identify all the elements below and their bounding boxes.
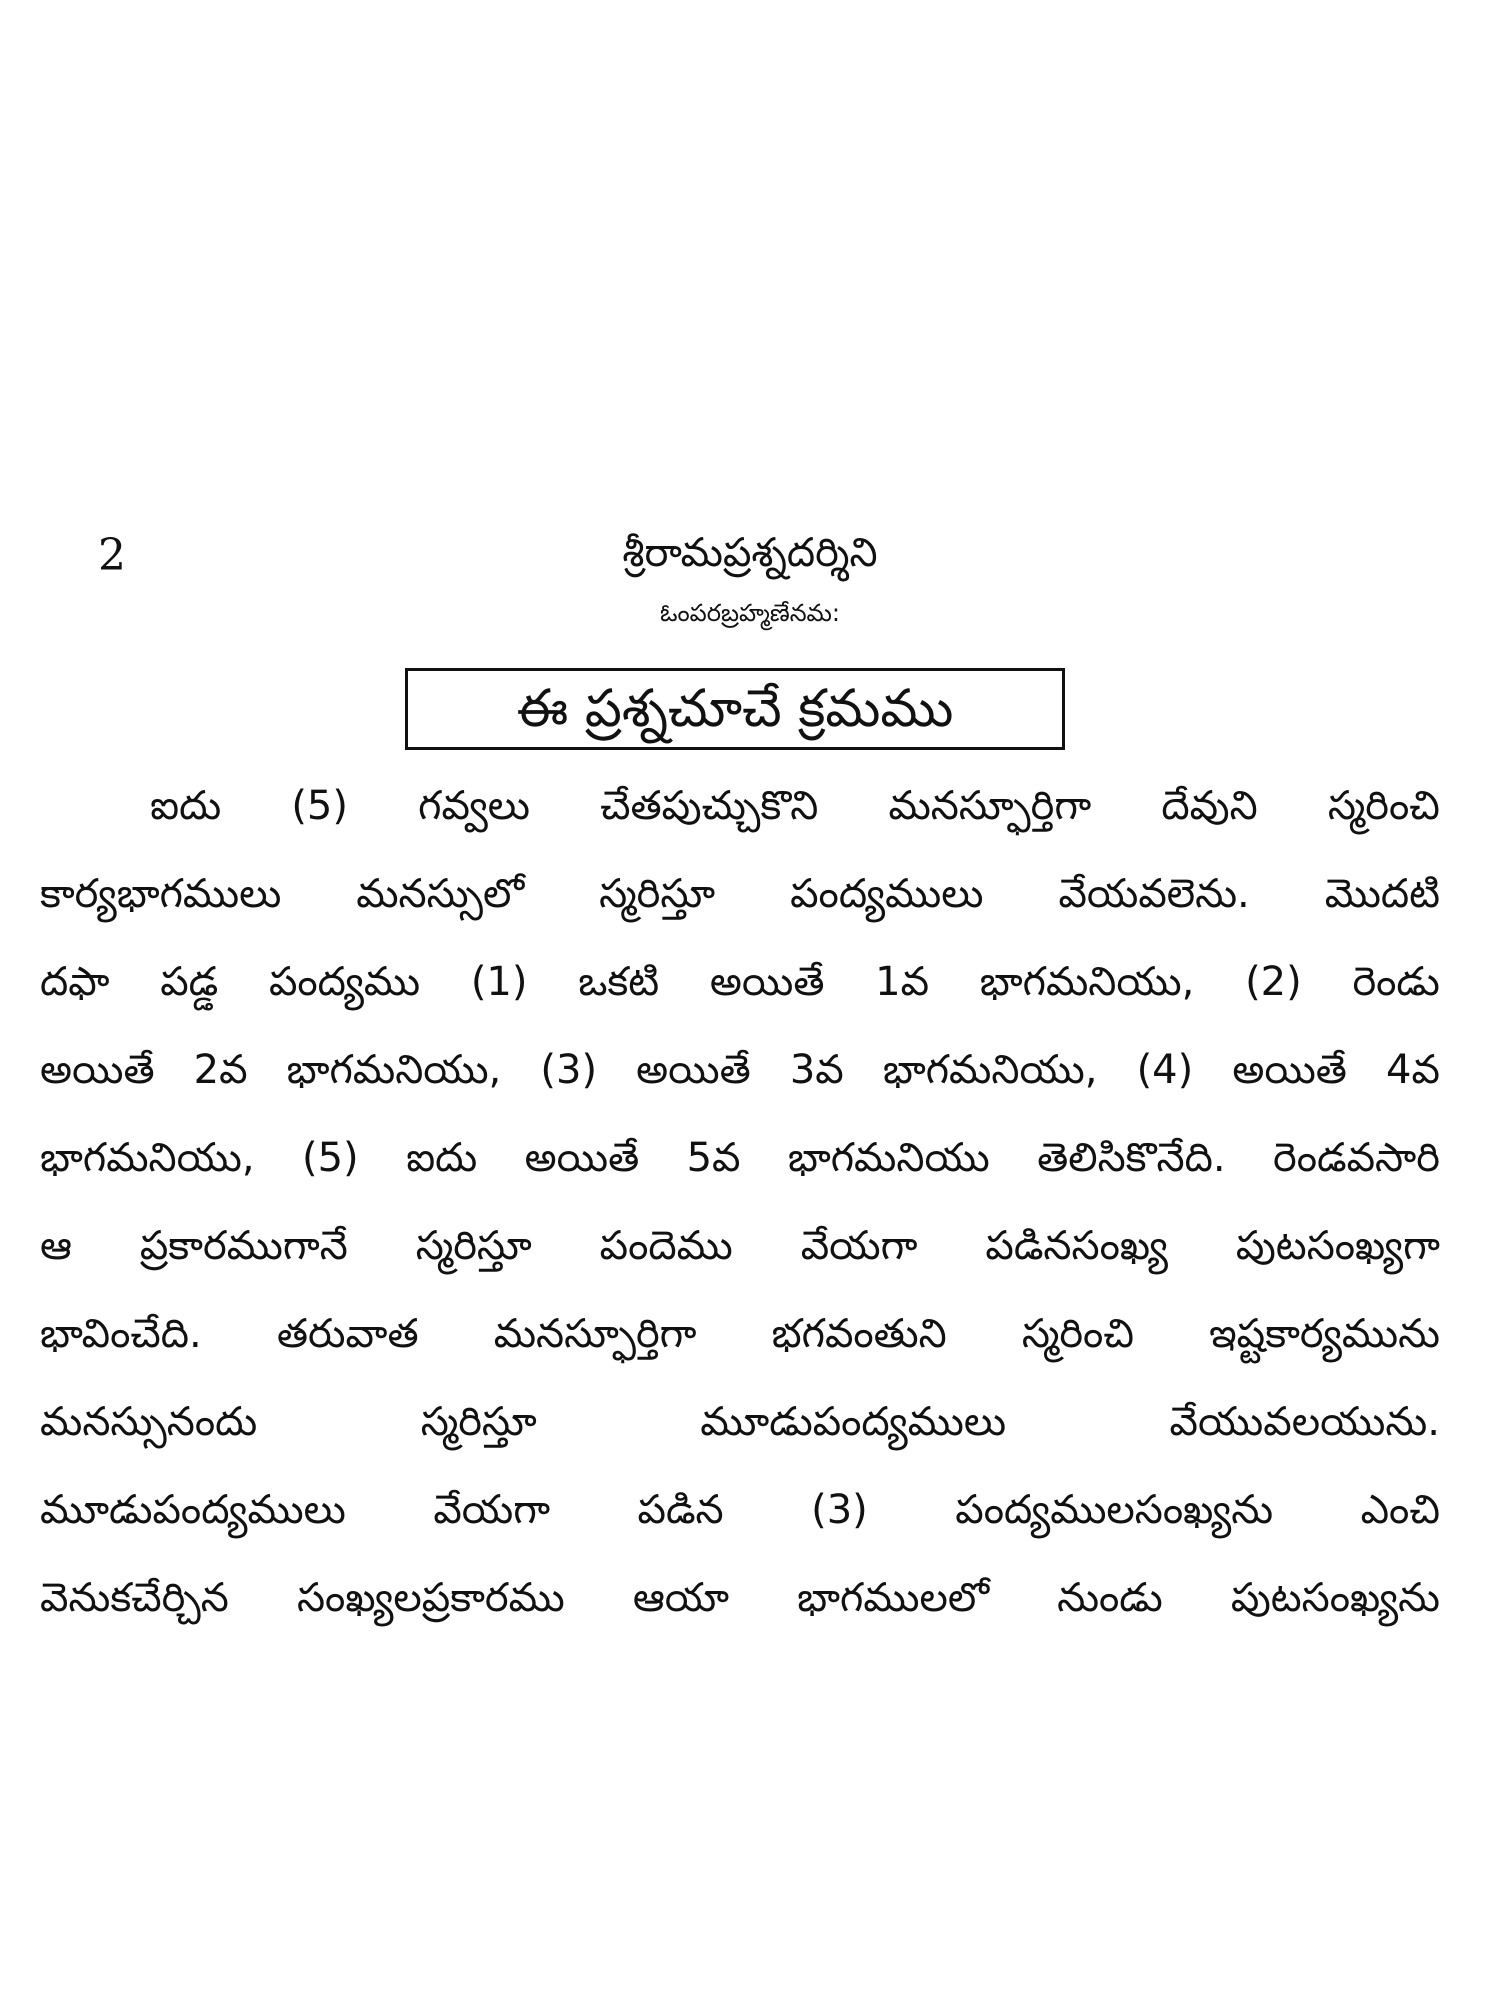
word: 4వ	[1386, 1047, 1440, 1093]
word: పంద్యములసంఖ్యను	[955, 1487, 1274, 1533]
word: (3)	[540, 1047, 598, 1093]
text-line	[40, 1554, 1440, 1642]
word: వేయవలెను.	[1058, 871, 1250, 917]
word: భాగమనియు,	[882, 1047, 1098, 1093]
word: 1వ	[875, 959, 930, 1005]
word: భాగములలో	[797, 1575, 990, 1621]
text-line	[40, 1290, 1440, 1378]
text-line	[40, 938, 1440, 1026]
word: ప్రకారముగానే	[139, 1223, 348, 1269]
word: పడిన	[637, 1487, 724, 1533]
word: మూడుపంద్యములు	[700, 1399, 1007, 1445]
word: ఆయా	[632, 1575, 730, 1621]
text-line	[40, 1466, 1440, 1554]
word: మూడుపంద్యములు	[40, 1487, 346, 1533]
word: మనస్ఫూర్తిగా	[493, 1311, 697, 1357]
section-heading-box	[405, 668, 1065, 750]
word: ఐదు	[406, 1135, 478, 1181]
word: గవ్వలు	[418, 783, 530, 829]
word: భగవంతుని	[771, 1311, 947, 1357]
word: పుటసంఖ్యగా	[1235, 1223, 1440, 1269]
word: పంద్యము	[268, 959, 421, 1005]
word: స్మరించి	[1021, 1311, 1134, 1357]
word: భాగమనియు,	[286, 1047, 502, 1093]
word: ఆ	[40, 1223, 72, 1269]
word: మొదటి	[1324, 871, 1440, 917]
word: ఎంచి	[1360, 1487, 1440, 1533]
word: మనస్సులో	[356, 871, 525, 917]
word: చేతపుచ్చుకొని	[600, 783, 819, 829]
word: భాగమనియు	[787, 1135, 990, 1181]
word: (5)	[302, 1135, 359, 1181]
word: మనస్సునందు	[40, 1399, 258, 1445]
word: అయితే	[636, 1047, 751, 1093]
word: స్మరిస్తూ	[415, 1223, 532, 1269]
word: పంద్యములు	[790, 871, 984, 917]
word: అయితే	[709, 959, 825, 1005]
word: (4)	[1136, 1047, 1194, 1093]
word: దఫా	[40, 959, 110, 1005]
word: అయితే	[40, 1047, 155, 1093]
running-title: శ్రీరామప్రశ్నదర్శిని	[622, 530, 878, 576]
word: (1)	[470, 959, 528, 1005]
word: ఐదు	[150, 783, 222, 829]
text-line	[40, 1114, 1440, 1202]
word: భాగమనియు,	[979, 959, 1195, 1005]
word: రెండు	[1352, 959, 1440, 1005]
word: దేవుని	[1161, 783, 1258, 829]
word: భావించేది.	[40, 1311, 202, 1357]
word: తరువాత	[276, 1311, 419, 1357]
text-line	[40, 850, 1440, 938]
word: వేయువలయును.	[1169, 1399, 1440, 1445]
word: పడ్డ	[160, 959, 219, 1005]
word: (2)	[1245, 959, 1302, 1005]
invocation-line: ఓంపరబ్రహ్మణేనమ:	[659, 599, 841, 627]
word: స్మరిస్తూ	[599, 871, 716, 917]
word: అయితే	[524, 1135, 640, 1181]
word: అయితే	[1232, 1047, 1347, 1093]
word: పుటసంఖ్యను	[1230, 1575, 1440, 1621]
word: 3వ	[789, 1047, 844, 1093]
word: వేయగా	[800, 1223, 918, 1269]
word: 5వ	[686, 1135, 741, 1181]
section-heading: ఈ ప్రశ్నచూచే క్రమము	[516, 679, 954, 739]
word: వేయగా	[433, 1487, 551, 1533]
word: స్మరించి	[1327, 783, 1440, 829]
word: ఇష్టకార్యమును	[1209, 1311, 1440, 1357]
word: స్మరిస్తూ	[420, 1399, 537, 1445]
word: పందెము	[599, 1223, 733, 1269]
word: భాగమనియు,	[40, 1135, 255, 1181]
word: పడినసంఖ్య	[985, 1223, 1168, 1269]
word: వెనుకచేర్చిన	[40, 1575, 229, 1621]
word: మనస్ఫూర్తిగా	[888, 783, 1092, 829]
body-paragraph	[40, 762, 1440, 1642]
text-line	[40, 1026, 1440, 1114]
word: 2వ	[193, 1047, 248, 1093]
word: సంఖ్యలప్రకారము	[296, 1575, 565, 1621]
word: కార్యభాగములు	[40, 871, 282, 917]
word: (3)	[811, 1487, 868, 1533]
page-number: 2	[98, 530, 126, 581]
text-line	[40, 1378, 1440, 1466]
text-line	[40, 762, 1440, 850]
text-line	[40, 1202, 1440, 1290]
word: ఒకటి	[578, 959, 660, 1005]
word: తెలిసికొనేది.	[1037, 1135, 1226, 1181]
word: నుండు	[1057, 1575, 1163, 1621]
word: రెండవసారి	[1272, 1135, 1440, 1181]
word: (5)	[291, 783, 348, 829]
